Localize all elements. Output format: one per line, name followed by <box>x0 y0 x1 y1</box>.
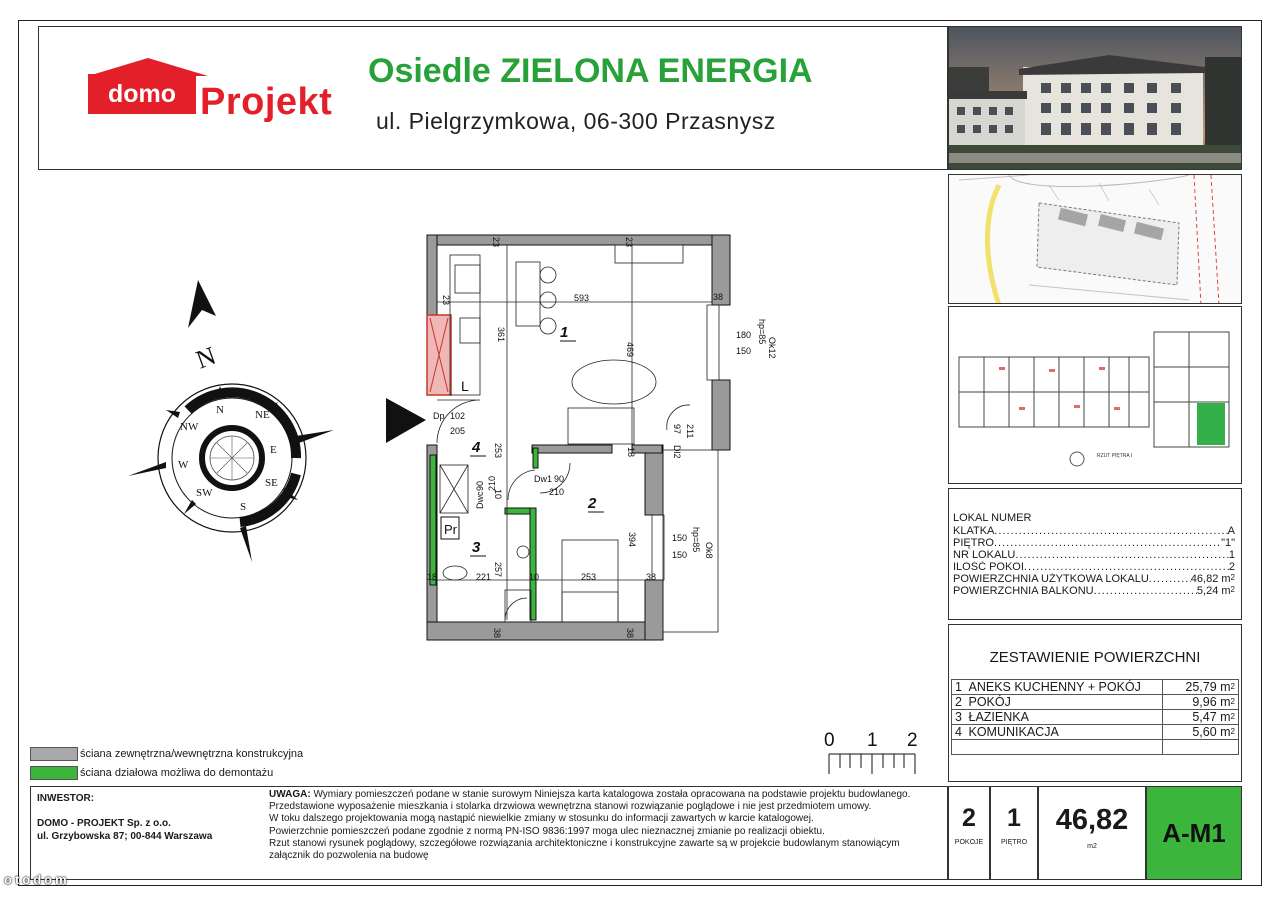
legend-swatch-green <box>30 766 78 780</box>
compass-label-se: SE <box>265 477 278 489</box>
svg-text:97: 97 <box>672 424 682 435</box>
investor-name: DOMO - PROJEKT Sp. z o.o. <box>37 818 171 829</box>
svg-text:23: 23 <box>441 295 451 306</box>
symbol-pr: Pr <box>444 522 457 537</box>
unit-info-row-pow-balkonu: POWIERZCHNIA BALKONU ..... 5,24 $m^2$ <box>953 585 1235 597</box>
svg-text:10: 10 <box>493 489 503 500</box>
area-summary-title: ZESTAWIENIE POWIERZCHNI <box>989 649 1201 666</box>
compass-label-n: N <box>216 404 224 416</box>
room-label-2: 2 <box>588 495 597 512</box>
svg-text:23: 23 <box>491 237 501 248</box>
compass-label-nw: NW <box>180 421 199 433</box>
unit-info-row-klatka: KLATKA ..... A <box>953 525 1235 537</box>
svg-text:10: 10 <box>529 572 540 582</box>
area-summary-table <box>951 679 1239 755</box>
svg-text:Dw1: Dw1 <box>534 474 553 484</box>
project-title: Osiedle ZIELONA ENERGIA <box>368 52 813 90</box>
svg-text:210: 210 <box>549 487 565 497</box>
compass-north-label: N <box>192 340 220 375</box>
table-row <box>952 740 1239 755</box>
unit-info-row-pietro: PIĘTRO ..... "1" <box>953 537 1235 549</box>
svg-text:205: 205 <box>450 426 466 436</box>
roof-icon <box>88 56 208 76</box>
company-logo <box>88 56 348 134</box>
building-render-image <box>948 26 1242 170</box>
partition-bath-top <box>505 508 533 514</box>
svg-text:23: 23 <box>624 237 634 248</box>
legend-item-structural: ściana zewnętrzna/wewnętrzna konstrukcyjna <box>30 744 303 763</box>
svg-text:38: 38 <box>492 628 502 639</box>
svg-text:180: 180 <box>736 330 752 340</box>
unit-info-row-pow-uzytkowa: POWIERZCHNIA UŻYTKOWA LOKALU ..... 46,82 $m^2$ <box>953 573 1235 585</box>
area-summary-panel <box>948 624 1242 782</box>
svg-text:102: 102 <box>450 411 466 421</box>
table-row: 4 KOMUNIKACJA 5,60 $m^2$ <box>952 725 1239 740</box>
svg-text:18: 18 <box>427 572 438 582</box>
unit-info-row-ilosc-pokoi: ILOŚĆ POKOI ..... 2 <box>953 561 1235 573</box>
investor-address: ul. Grzybowska 87; 00-844 Warszawa <box>37 831 213 842</box>
outer-wall-top <box>427 235 730 248</box>
inner-wall-right <box>645 445 663 515</box>
svg-text:Dl2: Dl2 <box>672 445 682 459</box>
table-row: 2 POKÓJ 9,96 $m^2$ <box>952 695 1239 710</box>
svg-text:2: 2 <box>907 730 918 751</box>
svg-text:0: 0 <box>824 730 835 751</box>
floor-key-plan-image <box>948 306 1242 484</box>
outer-wall-right-mid <box>712 380 730 450</box>
unit-info-title: LOKAL NUMER <box>953 512 1032 524</box>
svg-text:394: 394 <box>627 532 637 548</box>
inner-wall-right-low <box>645 580 663 640</box>
symbol-l: L <box>461 378 469 394</box>
svg-text:38: 38 <box>713 292 724 302</box>
svg-text:Ok12: Ok12 <box>767 337 777 359</box>
svg-text:38: 38 <box>625 628 635 639</box>
room-label-4: 4 <box>472 439 481 456</box>
svg-text:210: 210 <box>487 475 497 491</box>
summary-floor: 1 PIĘTRO <box>990 786 1038 880</box>
svg-text:hp=85: hp=85 <box>691 527 701 553</box>
svg-text:hp=85: hp=85 <box>757 319 767 345</box>
svg-text:361: 361 <box>496 327 506 343</box>
partition-bath-left <box>430 455 436 585</box>
room-label-1: 1 <box>560 324 569 341</box>
compass-label-s: S <box>240 501 247 513</box>
svg-text:469: 469 <box>625 342 635 358</box>
svg-text:38: 38 <box>646 572 657 582</box>
entrance-arrow-icon <box>386 398 426 443</box>
summary-rooms: 2 POKOJE <box>948 786 990 880</box>
project-address: ul. Pielgrzymkowa, 06-300 Przasnysz <box>376 108 776 134</box>
legend-item-partition: ściana działowa możliwa do demontażu <box>30 763 303 782</box>
svg-text:593: 593 <box>574 293 590 303</box>
compass-label-ne: NE <box>255 409 270 421</box>
svg-text:150: 150 <box>672 550 688 560</box>
floor-key-caption: RZUT PIĘTRA I <box>1097 453 1133 459</box>
floor-plan <box>110 230 810 660</box>
logo-domo-text: domo <box>88 74 196 114</box>
table-row: 1 ANEKS KUCHENNY + POKÓJ 25,79 $m^2$ <box>952 680 1239 695</box>
svg-text:257: 257 <box>493 562 503 578</box>
compass-label-sw: SW <box>196 487 213 499</box>
watermark-logo: otodom <box>4 872 70 887</box>
unit-code-badge: A-M1 <box>1146 786 1242 880</box>
svg-text:18: 18 <box>626 447 636 458</box>
svg-text:Dp: Dp <box>433 411 445 421</box>
compass-label-e: E <box>270 444 277 456</box>
svg-text:211: 211 <box>685 424 695 439</box>
room-label-3: 3 <box>472 539 481 556</box>
footer-info <box>30 786 948 880</box>
svg-text:150: 150 <box>672 533 688 543</box>
compass-label-w: W <box>178 459 189 471</box>
svg-text:90: 90 <box>475 480 485 491</box>
svg-text:Dwc: Dwc <box>475 491 485 509</box>
svg-text:253: 253 <box>581 572 597 582</box>
svg-text:90: 90 <box>554 474 565 484</box>
svg-text:1: 1 <box>867 730 878 751</box>
disclaimer-note: UWAGA: Wymiary pomieszczeń podane w stanie surowym Niniejsza karta katalogowa została opracowana na podstawie projektu budowlanego. Przedstawione wyposażenie mieszkania i stolarka drzwiowa wewnętrzna stanowi rozwiązanie poglądowe i nie jest przedmiotem umowy. W toku dalszego projektowania mogą nastąpić niewielkie zmiany w stosunku do informacji zawartych w karcie katalogowej. Powierzchnie pomieszczeń podane zgodnie z normą PN-ISO 9836:1997 moga ulec nieznacznej zmianie po realizacji obiektu. Rzut stanowi rysunek poglądowy, szczegółowe rozwiązania architektoniczne i konstrukcyjne zawarte są w projekcie budowlanym stanowiącym załącznik do pozwolenia na budowę <box>269 789 911 862</box>
legend-swatch-grey <box>30 747 78 761</box>
unit-info-panel <box>948 488 1242 620</box>
summary-area: 46,82 m2 <box>1038 786 1146 880</box>
legend <box>30 744 303 782</box>
scale-bar <box>820 728 920 778</box>
logo-projekt-text: Projekt <box>200 81 333 123</box>
table-row: 3 ŁAZIENKA 5,47 $m^2$ <box>952 710 1239 725</box>
investor-label: INWESTOR: <box>37 793 95 804</box>
svg-text:Ok8: Ok8 <box>704 542 714 559</box>
site-plan-image <box>948 174 1242 304</box>
unit-info-row-nr-lokalu: NR LOKALU ..... 1 <box>953 549 1235 561</box>
svg-text:150: 150 <box>736 346 752 356</box>
svg-text:253: 253 <box>493 443 503 459</box>
svg-text:221: 221 <box>476 572 492 582</box>
inner-wall-mid <box>532 445 612 453</box>
